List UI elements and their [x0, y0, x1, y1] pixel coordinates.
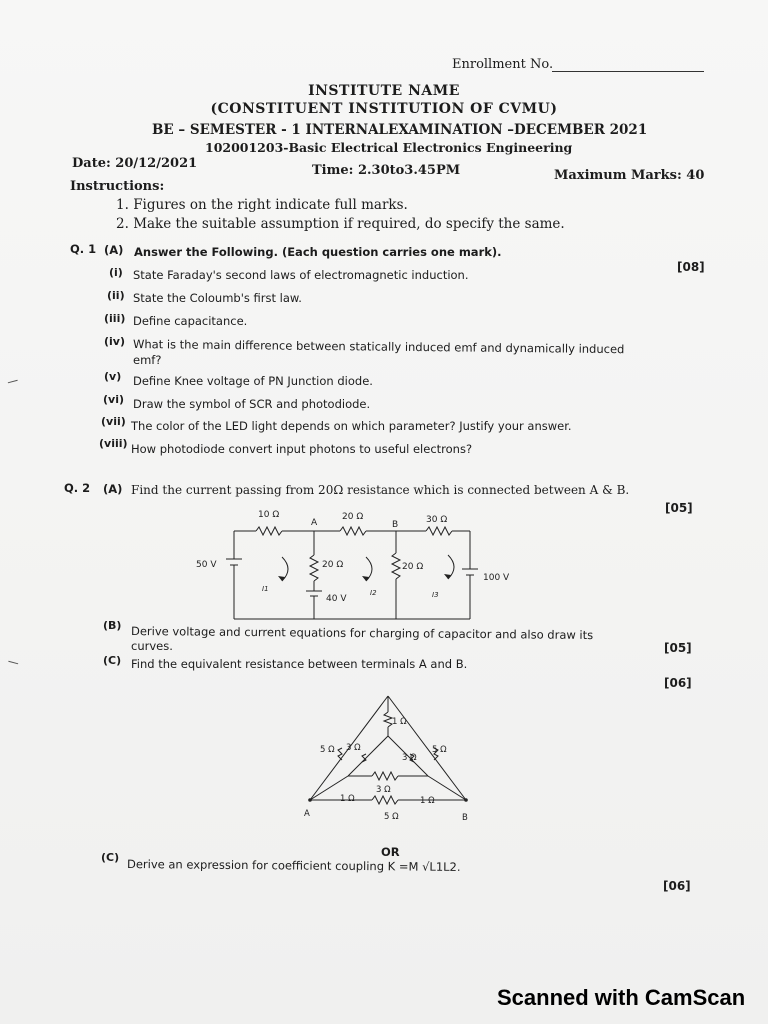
q2a-text: Find the current passing from 20Ω resistance which is connected between A & B. — [131, 483, 630, 497]
q2c-marks: [06] — [664, 676, 692, 690]
resistor-top-1ohm — [384, 712, 392, 727]
q1-part: (A) — [104, 243, 124, 257]
resistor-10ohm — [256, 527, 282, 535]
label-v2: 40 V — [326, 594, 347, 604]
label-node-a: A — [311, 518, 318, 528]
instruction-item: 2. Make the suitable assumption if required, do specify the same. — [116, 216, 565, 232]
enrollment-line — [552, 58, 704, 72]
label-r-right-inner: 3 Ω — [402, 753, 417, 763]
or-label: OR — [381, 845, 400, 859]
label-r2: 20 Ω — [342, 512, 364, 522]
label-r-br: 1 Ω — [420, 796, 435, 806]
institute-name: INSTITUTE NAME — [308, 83, 460, 99]
label-r4: 20 Ω — [322, 560, 344, 570]
q1-heading: Answer the Following. (Each question carries one mark). — [134, 245, 502, 259]
label-node-b2: B — [462, 813, 468, 823]
label-r-mid: 3 Ω — [376, 785, 391, 795]
q1-item-num: (ii) — [107, 289, 125, 302]
label-r-bottom: 5 Ω — [384, 812, 399, 822]
label-i1: I1 — [262, 585, 269, 593]
label-i2: I2 — [370, 589, 377, 597]
q1-item-text: How photodiode convert input photons to useful electrons? — [131, 442, 473, 456]
resistor-bottom-5ohm — [372, 796, 398, 804]
q1-item-text: What is the main difference between statically induced emf and dynamically induced — [132, 337, 625, 357]
q1-item-num: (vi) — [103, 393, 124, 406]
q2b-text: Derive voltage and current equations for charging of capacitor and also draw its — [130, 624, 594, 643]
q1-number: Q. 1 — [70, 242, 97, 256]
q2c2-part: (C) — [101, 851, 120, 864]
q2b-part: (B) — [103, 619, 122, 632]
q1-item-num: (v) — [104, 370, 122, 383]
label-node-a2: A — [304, 809, 310, 819]
margin-mark — [8, 661, 18, 666]
q1-item-text: The color of the LED light depends on which parameter? Justify your answer. — [131, 419, 572, 433]
subject-line: 102001203-Basic Electrical Electronics Engineering — [205, 140, 573, 155]
q1-item-num: (viii) — [99, 437, 128, 450]
resistor-30ohm — [426, 527, 452, 535]
q1-marks: [08] — [677, 260, 705, 274]
label-r-right-outer: 5 Ω — [432, 745, 447, 755]
q1-item-text: Define capacitance. — [133, 314, 248, 328]
q1-item-num: (iii) — [104, 312, 126, 325]
q2b-marks: [05] — [664, 641, 692, 655]
q1-item-text-cont: emf? — [133, 353, 162, 367]
camscanner-watermark: Scanned with CamScan — [497, 985, 746, 1010]
q2c2-text: Derive an expression for coefficient coupling K =M √L1L2. — [126, 857, 461, 874]
circuit-diagram-1 — [190, 505, 530, 623]
date-label: Date: 20/12/2021 — [72, 156, 198, 171]
q1-item-num: (vii) — [101, 415, 126, 428]
label-node-b: B — [392, 520, 399, 530]
q1-item-text: State Faraday's second laws of electromagnetic induction. — [133, 268, 469, 282]
label-r5: 20 Ω — [402, 562, 424, 572]
q1-item-text: State the Coloumb's first law. — [133, 291, 302, 305]
q2-number: Q. 2 — [64, 481, 91, 495]
label-i3: I3 — [432, 591, 439, 599]
q2c2-marks: [06] — [663, 879, 691, 893]
resistor-20ohm-a — [310, 555, 318, 581]
label-r-bl: 1 Ω — [340, 794, 355, 804]
q1-item-text: Define Knee voltage of PN Junction diode. — [133, 374, 373, 388]
q1-item-num: (i) — [109, 266, 123, 279]
q2c-part: (C) — [103, 654, 122, 667]
q1-item-text: Draw the symbol of SCR and photodiode. — [133, 397, 371, 411]
margin-mark — [8, 380, 18, 385]
constituent-line: (CONSTITUENT INSTITUTION OF CVMU) — [210, 101, 558, 117]
q2a-marks: [05] — [665, 501, 693, 515]
instruction-item: 1. Figures on the right indicate full marks. — [116, 197, 408, 213]
instructions-title: Instructions: — [70, 179, 165, 194]
q2a-part: (A) — [103, 482, 123, 496]
resistor-mid-3ohm — [372, 772, 398, 780]
time-label: Time: 2.30to3.45PM — [312, 163, 461, 178]
max-marks-label: Maximum Marks: 40 — [554, 168, 705, 183]
q1-item-num: (iv) — [104, 335, 125, 348]
exam-line: BE – SEMESTER - 1 INTERNALEXAMINATION –DECEMBER 2021 — [152, 122, 648, 138]
label-r-top: 1 Ω — [392, 717, 407, 727]
label-r1: 10 Ω — [258, 510, 280, 520]
label-v3: 100 V — [483, 573, 510, 583]
enrollment-label: Enrollment No. — [452, 57, 554, 72]
resistor-20ohm-ab — [340, 527, 366, 535]
label-r-left-inner: 3 Ω — [346, 743, 361, 753]
resistor-20ohm-b — [392, 553, 400, 579]
q2c-text: Find the equivalent resistance between terminals A and B. — [131, 657, 468, 671]
circuit-diagram-2 — [296, 688, 486, 826]
label-v1: 50 V — [196, 560, 217, 570]
label-r3: 30 Ω — [426, 515, 448, 525]
q2b-text-cont: curves. — [131, 639, 173, 653]
label-r-left-outer: 5 Ω — [320, 745, 335, 755]
